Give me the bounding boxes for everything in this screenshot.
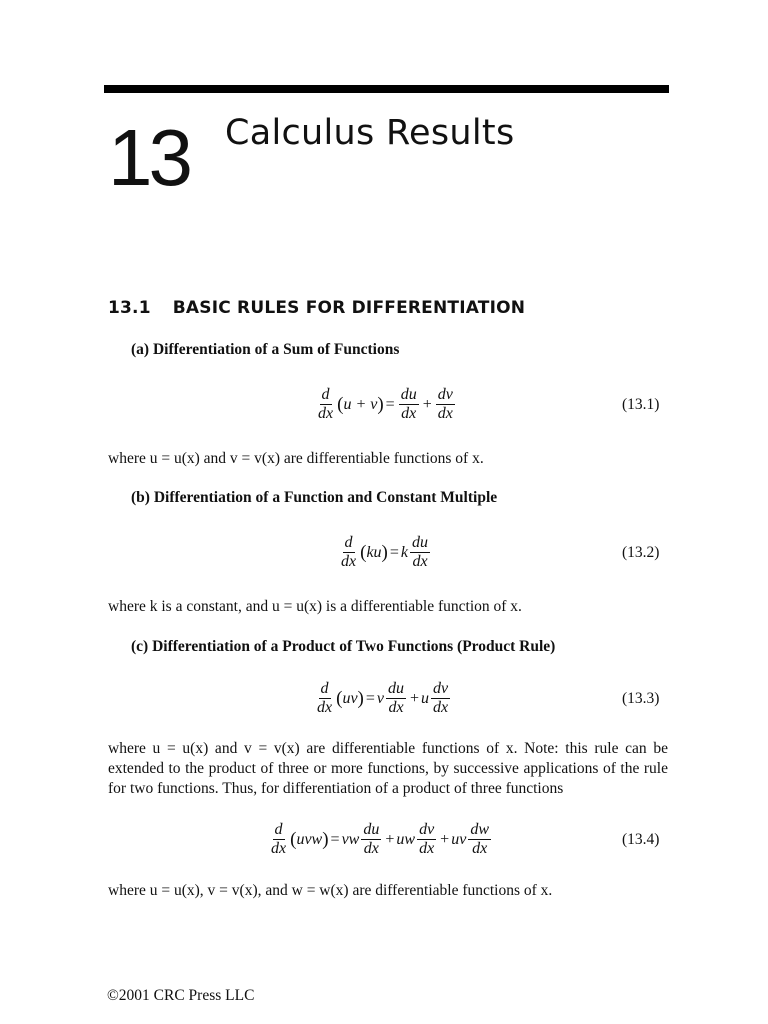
- equation-number-13-4: (13.4): [622, 831, 660, 848]
- subsection-a-heading: (a) Differentiation of a Sum of Functions: [131, 341, 400, 358]
- eq3-fraction-1: $\frac{du}{dx}$: [388, 680, 405, 716]
- eq4-argument: uvw: [296, 830, 323, 848]
- subsection-c-heading: (c) Differentiation of a Product of Two Functions (Product Rule): [131, 638, 556, 655]
- chapter-title: Calculus Results: [225, 113, 515, 153]
- equation-13-4: $\frac{d}{dx}$ ( uvw ) = vw $\frac{du}{dx}$ + uw $\frac{dv}{dx}$ + uv $\frac{dw}{dx}$: [271, 821, 489, 857]
- section-heading: [108, 298, 525, 318]
- equation-13-1: $\frac{d}{dx}$ ( u + v ) = $\frac{du}{dx}$ + $\frac{dv}{dx}$: [318, 386, 453, 422]
- eq4-term-3: uv: [451, 830, 467, 848]
- paragraph-2: where k is a constant, and u = u(x) is a differentiable function of x.: [108, 598, 522, 615]
- chapter-number: 13: [108, 113, 189, 202]
- eq1-rhs-fraction-2: $\frac{dv}{dx}$: [437, 386, 453, 422]
- equation-13-3: $\frac{d}{dx}$ ( uv ) = v $\frac{du}{dx}$ + u $\frac{dv}{dx}$: [317, 680, 449, 716]
- section-title: BASIC RULES FOR DIFFERENTIATION: [172, 298, 526, 318]
- copyright-footer: ©2001 CRC Press LLC: [107, 987, 255, 1004]
- equation-number-13-1: (13.1): [622, 396, 660, 413]
- eq4-fraction-1: $\frac{du}{dx}$: [363, 821, 380, 857]
- eq3-argument: uv: [342, 689, 358, 707]
- eq1-argument: u + v: [343, 395, 378, 413]
- eq4-fraction-3: $\frac{dw}{dx}$: [470, 821, 489, 857]
- derivative-operator: $\frac{d}{dx}$: [317, 680, 333, 716]
- eq2-argument: ku: [366, 543, 382, 561]
- eq2-coefficient: k: [400, 543, 409, 561]
- derivative-operator: $\frac{d}{dx}$: [341, 534, 357, 570]
- eq1-rhs-fraction-1: $\frac{du}{dx}$: [400, 386, 417, 422]
- derivative-operator: $\frac{d}{dx}$: [271, 821, 287, 857]
- eq3-term-1: v: [376, 689, 385, 707]
- equation-13-2: $\frac{d}{dx}$ ( ku ) = k $\frac{du}{dx}$: [341, 534, 429, 570]
- section-number: 13.1: [108, 298, 151, 318]
- paragraph-4: where u = u(x), v = v(x), and w = w(x) are differentiable functions of x.: [108, 882, 553, 899]
- eq4-term-1: vw: [341, 830, 360, 848]
- equation-number-13-3: (13.3): [622, 690, 660, 707]
- eq2-rhs-fraction: $\frac{du}{dx}$: [412, 534, 429, 570]
- eq4-term-2: uw: [396, 830, 416, 848]
- derivative-operator: $\frac{d}{dx}$: [318, 386, 334, 422]
- eq4-fraction-2: $\frac{dv}{dx}$: [419, 821, 435, 857]
- eq3-fraction-2: $\frac{dv}{dx}$: [433, 680, 449, 716]
- eq3-term-2: u: [421, 689, 430, 707]
- paragraph-3: where u = u(x) and v = v(x) are differentiable functions of x. Note: this rule can be extended to the product of three or more functions, by successive applications of the rule for two functions. Thus, for differentiation of a product of three functions: [108, 740, 668, 797]
- chapter-top-rule: [104, 85, 669, 93]
- subsection-b-heading: (b) Differentiation of a Function and Constant Multiple: [131, 489, 498, 506]
- paragraph-1: where u = u(x) and v = v(x) are differentiable functions of x.: [108, 450, 484, 467]
- equation-number-13-2: (13.2): [622, 544, 660, 561]
